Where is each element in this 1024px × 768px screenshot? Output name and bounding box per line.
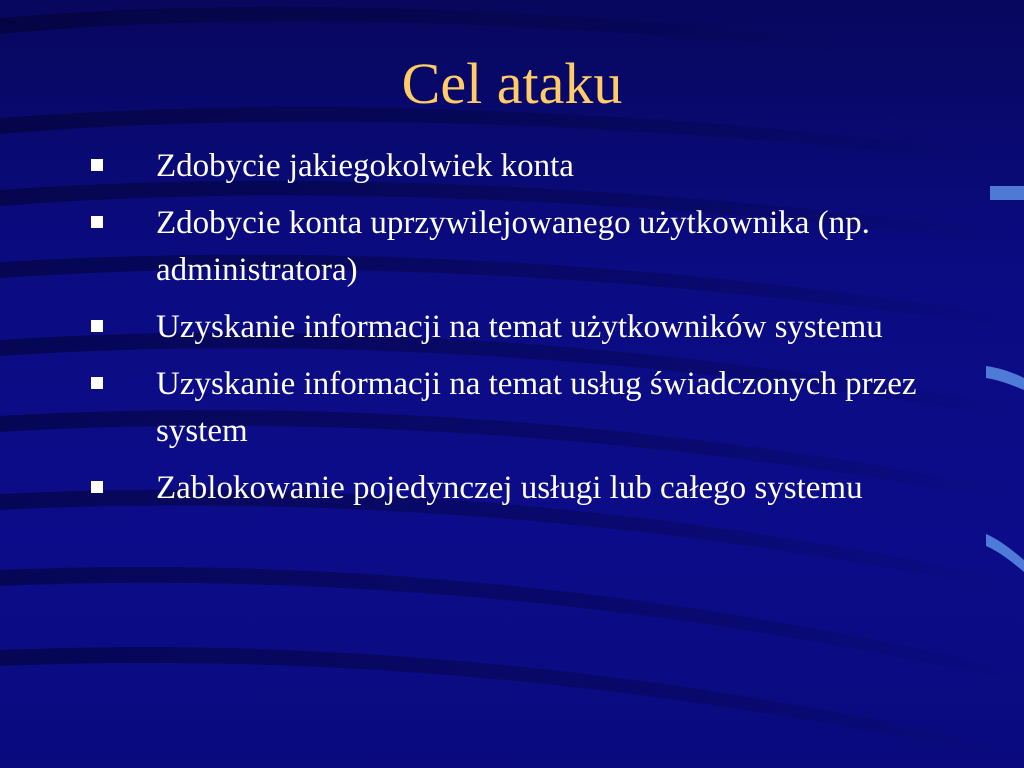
bullet-text: Uzyskanie informacji na temat użytkowników systemu (156, 309, 883, 345)
accent-mark (986, 534, 1024, 572)
square-bullet-icon (91, 481, 103, 493)
bullet-text: Zdobycie konta uprzywilejowanego użytkownika (np. administratora) (156, 205, 870, 288)
accent-mark (986, 366, 1024, 390)
bullet-text: Zdobycie jakiegokolwiek konta (156, 148, 574, 184)
slide-title: Cel ataku (401, 51, 623, 116)
square-bullet-icon (91, 377, 103, 389)
accent-mark (990, 186, 1024, 200)
wave-stripe (0, 647, 1024, 764)
bullet-text: Uzyskanie informacji na temat usług świadczonych przez system (156, 366, 917, 449)
bullet-item (88, 143, 948, 190)
bullet-item (88, 200, 948, 294)
square-bullet-icon (91, 159, 103, 171)
bullet-list (88, 143, 948, 522)
square-bullet-icon (91, 320, 103, 332)
bullet-item (88, 361, 948, 455)
bullet-text: Zablokowanie pojedynczej usługi lub całego systemu (156, 470, 863, 506)
bullet-item (88, 465, 948, 512)
square-bullet-icon (91, 216, 103, 228)
bullet-item (88, 304, 948, 351)
wave-stripe (0, 7, 840, 52)
